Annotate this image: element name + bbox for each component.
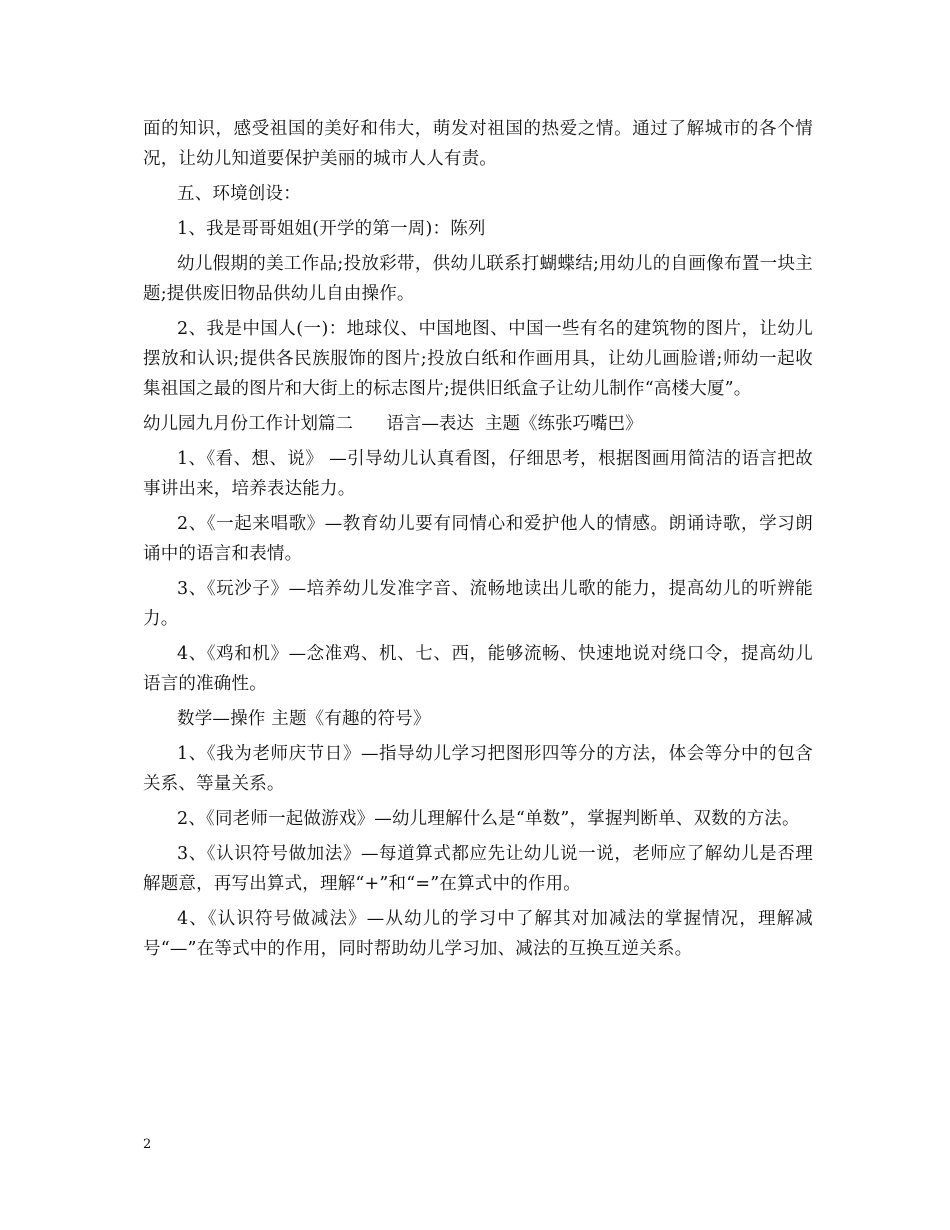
page-number: 2: [143, 1137, 152, 1152]
paragraph-intro-continuation: 面的知识，感受祖国的美好和伟大，萌发对祖国的热爱之情。通过了解城市的各个情况，让幼儿知道要保护美丽的城市人人有责。: [143, 119, 813, 169]
section-heading-environment: 五、环境创设：: [177, 184, 301, 204]
section-heading-math: 数学—操作 主题《有趣的符号》: [177, 709, 431, 729]
list-item-environment-2: 2、我是中国人(一)：地球仪、中国地图、中国一些有名的建筑物的图片，让幼儿摆放和认识;提供各民族服饰的图片;投放白纸和作画用具，让幼儿画脸谱;师幼一起收集祖国之最的图片和大街上的标志图片;提供旧纸盒子让幼儿制作“高楼大厦”。: [143, 319, 813, 399]
list-item-math-4: 4、《认识符号做减法》—从幼儿的学习中了解其对加减法的掌握情况，理解减号“—”在等式中的作用，同时帮助幼儿学习加、减法的互换互逆关系。: [143, 909, 813, 959]
list-item-language-1: 1、《看、想、说》 —引导幼儿认真看图，仔细思考，根据图画用简洁的语言把故事讲出来，培养表达能力。: [143, 449, 813, 499]
paragraph-environment-1-detail: 幼儿假期的美工作品;投放彩带，供幼儿联系打蝴蝶结;用幼儿的自画像布置一块主题;提供废旧物品供幼儿自由操作。: [143, 254, 813, 304]
list-item-language-4: 4、《鸡和机》—念准鸡、机、七、西，能够流畅、快速地说对绕口令，提高幼儿语言的准确性。: [143, 644, 813, 694]
list-item-environment-1: 1、我是哥哥姐姐(开学的第一周)：陈列: [177, 219, 486, 239]
list-item-language-3: 3、《玩沙子》—培养幼儿发准字音、流畅地读出儿歌的能力，提高幼儿的听辨能力。: [143, 579, 813, 629]
page-content: [143, 114, 813, 969]
list-item-math-3: 3、《认识符号做加法》—每道算式都应先让幼儿说一说，老师应了解幼儿是否理解题意，再写出算式，理解“+”和“=”在算式中的作用。: [143, 844, 813, 894]
list-item-math-2: 2、《同老师一起做游戏》—幼儿理解什么是“单数”，掌握判断单、双数的方法。: [177, 809, 800, 829]
list-item-language-2: 2、《一起来唱歌》—教育幼儿要有同情心和爱护他人的情感。朗诵诗歌，学习朗诵中的语言和表情。: [143, 514, 813, 564]
section-heading-plan-two: 幼儿园九月份工作计划篇二 语言—表达 主题《练张巧嘴巴》: [143, 414, 643, 434]
list-item-math-1: 1、《我为老师庆节日》—指导幼儿学习把图形四等分的方法，体会等分中的包含关系、等量关系。: [143, 744, 813, 794]
